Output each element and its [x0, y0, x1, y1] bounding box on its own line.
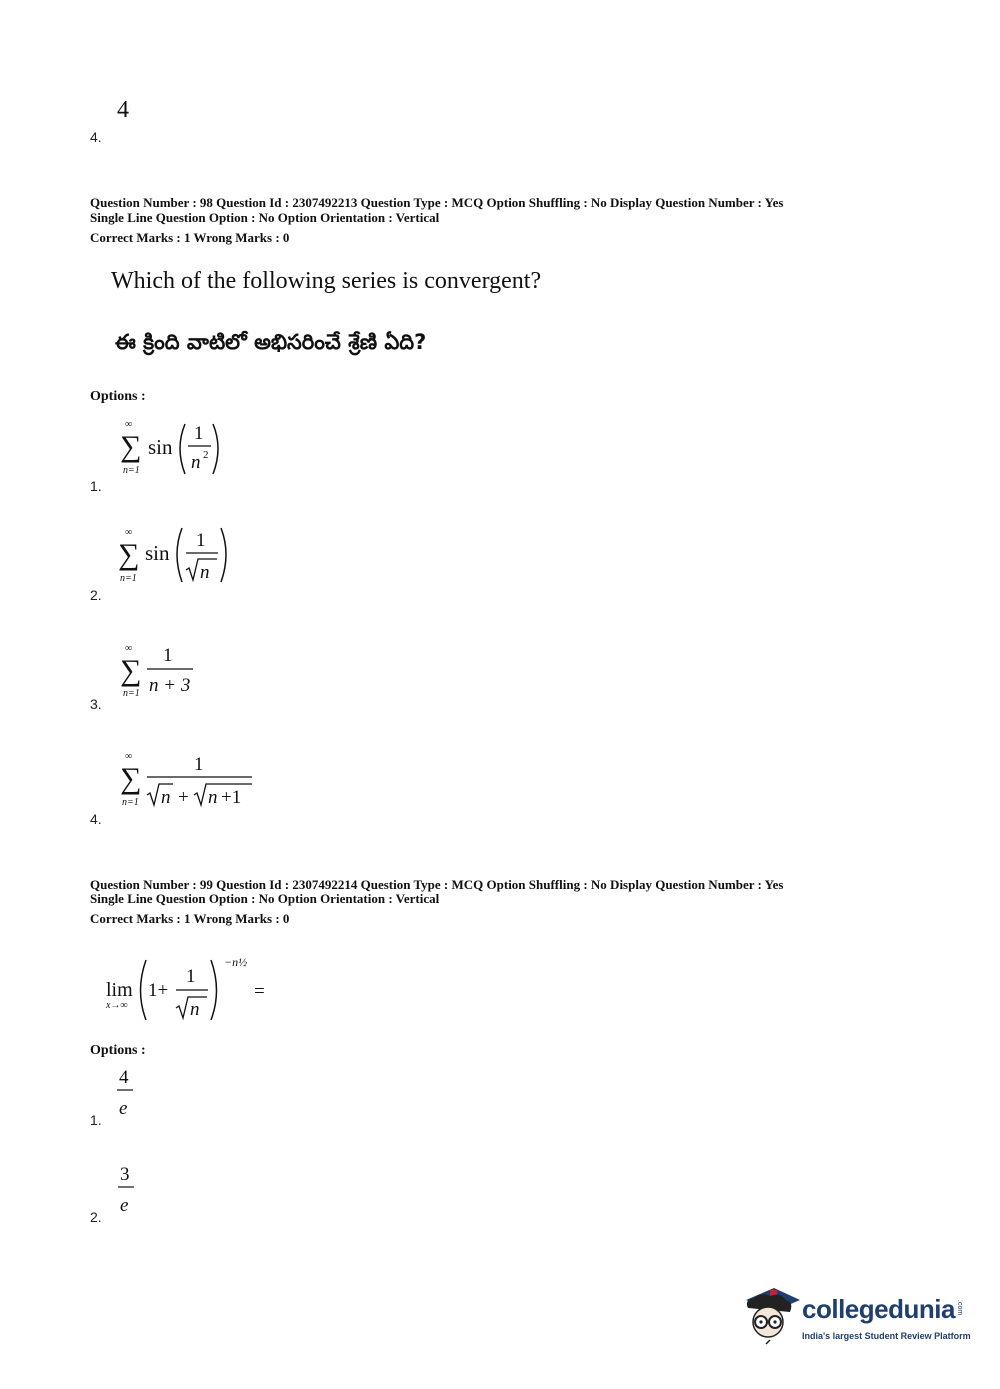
sum-lower-limit: n=1	[123, 465, 140, 476]
logo-name: collegedunia	[802, 1294, 955, 1324]
q99-option-2-formula	[117, 1159, 137, 1220]
q99-meta-line1: Question Number : 99 Question Id : 2307492214 Question Type : MCQ Option Shuffling : No Display Question Number : Yes	[90, 877, 784, 892]
fraction-numerator: 1	[186, 966, 196, 987]
q99-meta-line3: Correct Marks : 1 Wrong Marks : 0	[90, 911, 290, 926]
sum-symbol: ∑	[120, 430, 142, 463]
q99-option-1-number: 1.	[90, 1112, 102, 1128]
q98-meta-line1: Question Number : 98 Question Id : 2307492213 Question Type : MCQ Option Shuffling : No Display Question Number : Yes	[90, 195, 784, 210]
exponent: −n½	[224, 955, 248, 969]
equals-sign: =	[254, 981, 265, 1002]
q98-option-2-formula	[115, 526, 245, 593]
numerator: 1	[194, 754, 204, 775]
q98-option-4-formula	[115, 750, 265, 817]
denominator: e	[119, 1098, 128, 1118]
q98-question-english: Which of the following series is convergent?	[111, 268, 542, 294]
q99-options-label: Options :	[90, 1043, 146, 1058]
q99-question-formula	[104, 948, 279, 1031]
one-plus: 1+	[148, 980, 169, 1001]
sin-label: sin	[148, 435, 173, 459]
prev-option-number: 4.	[90, 129, 102, 145]
q98-option-1-formula	[115, 418, 235, 485]
sum-lower-limit: n=1	[123, 688, 140, 699]
q98-option-4-number: 4.	[90, 811, 102, 827]
lim-label: lim	[106, 979, 133, 1001]
sum-upper-limit: ∞	[125, 419, 133, 430]
lim-subscript: x→∞	[106, 1000, 128, 1011]
sum-symbol: ∑	[120, 762, 142, 795]
logo-com: .com	[956, 1300, 963, 1316]
q99-meta-line2: Single Line Question Option : No Option Orientation : Vertical	[90, 891, 440, 906]
prev-option-value: 4	[117, 97, 129, 123]
q99-option-2-number: 2.	[90, 1209, 102, 1225]
mascot-icon	[740, 1282, 802, 1348]
denominator: e	[120, 1195, 129, 1215]
sum-upper-limit: ∞	[125, 527, 133, 538]
sum-lower-limit: n=1	[120, 573, 137, 584]
q98-question-telugu: ఈ క్రింది వాటిలో అభిసరించే శ్రేణి ఏది?	[115, 330, 427, 354]
q98-options-label: Options :	[90, 389, 146, 404]
radicand-n: n	[161, 787, 171, 808]
q98-option-3-number: 3.	[90, 696, 102, 712]
q99-option-1-formula	[116, 1062, 136, 1123]
numerator: 1	[163, 645, 173, 666]
q98-option-1-number: 1.	[90, 478, 102, 494]
denominator-n-plus-3: n + 3	[149, 675, 191, 696]
numerator: 1	[194, 423, 204, 444]
q98-option-2-number: 2.	[90, 587, 102, 603]
collegedunia-logo	[740, 1282, 970, 1352]
q98-meta-line3: Correct Marks : 1 Wrong Marks : 0	[90, 230, 290, 245]
radicand-n-2: n	[208, 787, 218, 808]
radicand-n: n	[190, 999, 200, 1020]
sum-symbol: ∑	[120, 654, 142, 687]
numerator: 3	[120, 1164, 130, 1185]
sum-lower-limit: n=1	[122, 797, 139, 808]
sum-symbol: ∑	[118, 538, 140, 571]
q98-meta-line2: Single Line Question Option : No Option Orientation : Vertical	[90, 210, 440, 225]
radicand-plus-one: +1	[221, 787, 242, 808]
plus-sign: +	[178, 787, 189, 808]
numerator: 4	[119, 1067, 129, 1088]
logo-tagline: India's largest Student Review Platform	[802, 1331, 971, 1341]
sin-label: sin	[145, 541, 170, 565]
denominator-n: n	[191, 452, 201, 473]
exponent-2: 2	[203, 449, 209, 461]
numerator: 1	[196, 530, 206, 551]
q98-option-3-formula	[115, 642, 215, 705]
sum-upper-limit: ∞	[125, 643, 133, 654]
radicand-n: n	[200, 562, 210, 583]
sum-upper-limit: ∞	[125, 751, 133, 762]
